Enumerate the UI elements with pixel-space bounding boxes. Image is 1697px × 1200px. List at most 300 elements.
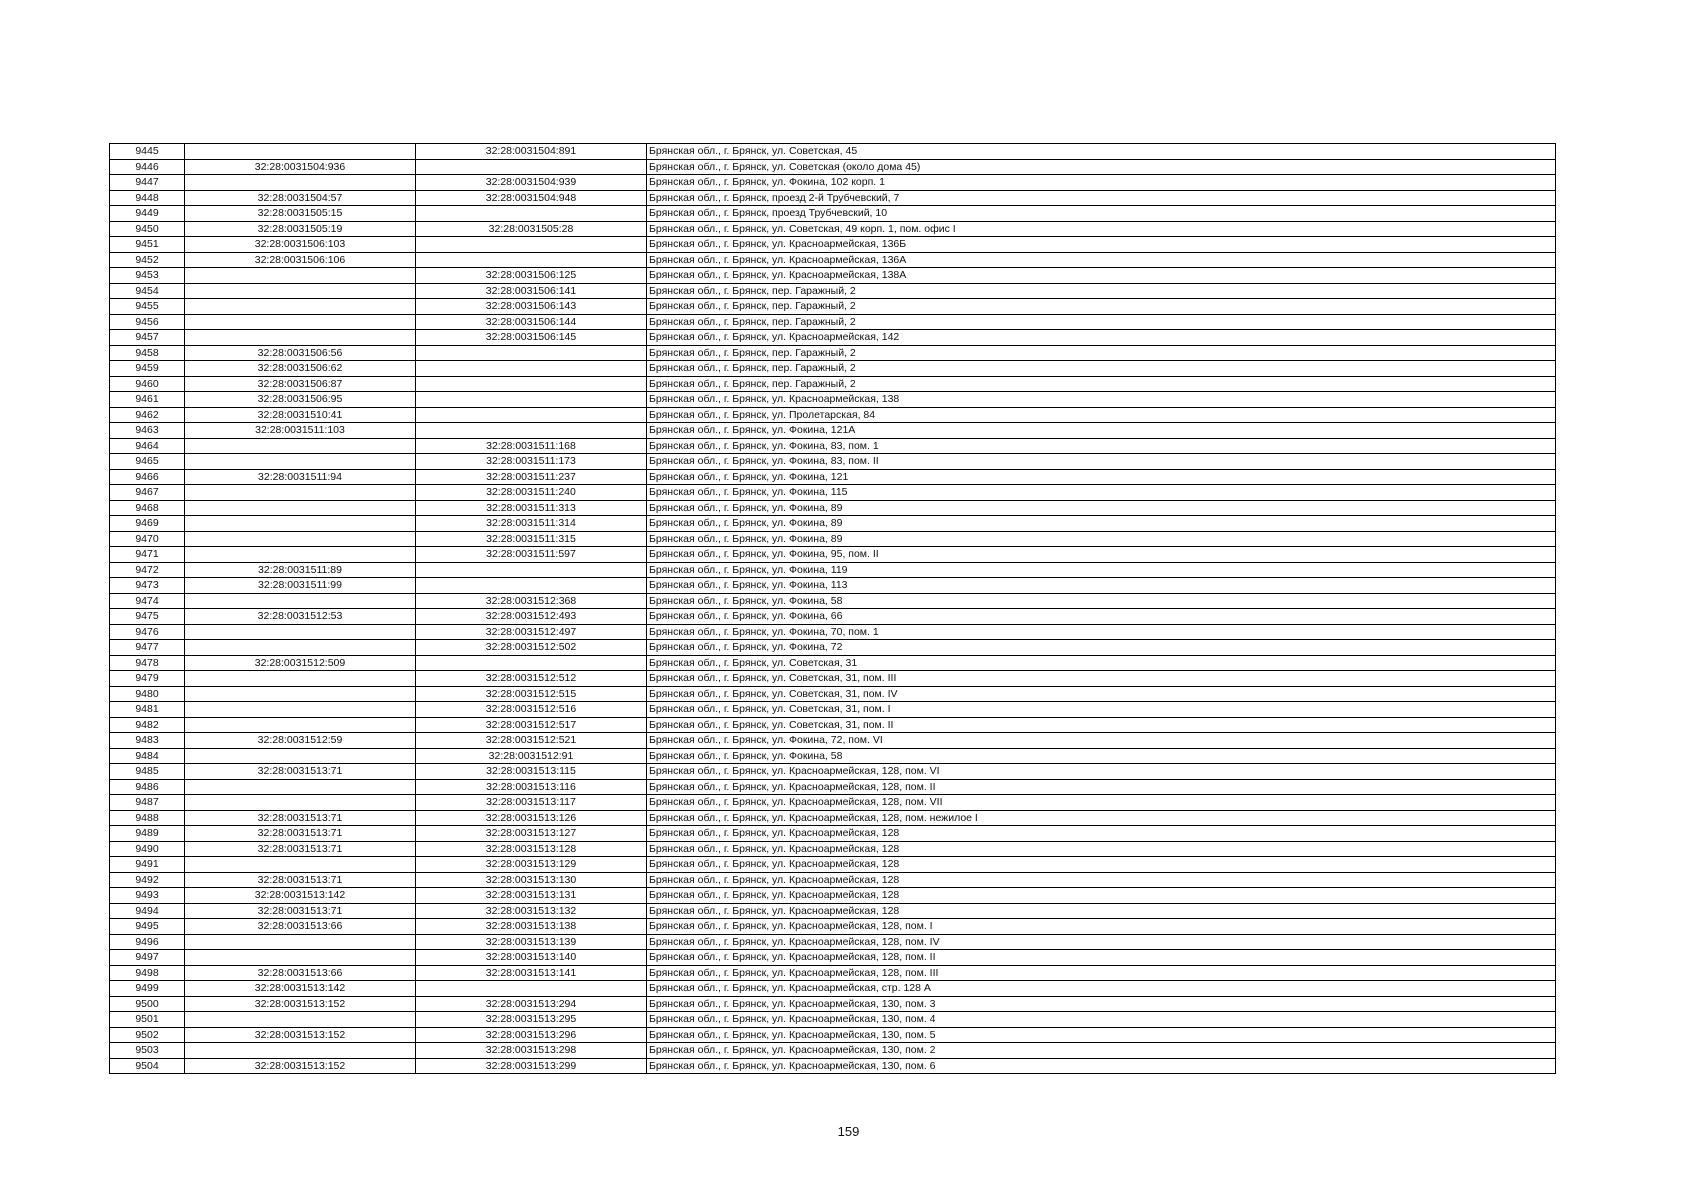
table-row — [110, 919, 1556, 935]
table-row — [110, 206, 1556, 222]
land-cadastral-number-cell: 32:28:0031506:95 — [185, 392, 416, 408]
row-number-cell: 9447 — [110, 175, 185, 191]
row-number-cell: 9497 — [110, 950, 185, 966]
row-number-cell: 9486 — [110, 779, 185, 795]
address-cell: Брянская обл., г. Брянск, ул. Советская, 31, пом. IV — [647, 686, 1556, 702]
address-cell: Брянская обл., г. Брянск, ул. Фокина, 121А — [647, 423, 1556, 439]
address-cell: Брянская обл., г. Брянск, ул. Красноармейская, 128 — [647, 841, 1556, 857]
address-cell: Брянская обл., г. Брянск, ул. Красноармейская, 128 — [647, 826, 1556, 842]
address-cell: Брянская обл., г. Брянск, ул. Фокина, 95, пом. II — [647, 547, 1556, 563]
row-number-cell: 9478 — [110, 655, 185, 671]
object-cadastral-number-cell — [416, 655, 647, 671]
table-row — [110, 1012, 1556, 1028]
row-number-cell: 9477 — [110, 640, 185, 656]
address-cell: Брянская обл., г. Брянск, ул. Красноармейская, 130, пом. 4 — [647, 1012, 1556, 1028]
table-row — [110, 175, 1556, 191]
land-cadastral-number-cell: 32:28:0031511:89 — [185, 562, 416, 578]
row-number-cell: 9495 — [110, 919, 185, 935]
address-cell: Брянская обл., г. Брянск, ул. Фокина, 72, пом. VI — [647, 733, 1556, 749]
object-cadastral-number-cell — [416, 206, 647, 222]
row-number-cell: 9462 — [110, 407, 185, 423]
land-cadastral-number-cell: 32:28:0031513:71 — [185, 872, 416, 888]
object-cadastral-number-cell: 32:28:0031512:91 — [416, 748, 647, 764]
land-cadastral-number-cell — [185, 454, 416, 470]
table-row — [110, 733, 1556, 749]
land-cadastral-number-cell — [185, 795, 416, 811]
address-cell: Брянская обл., г. Брянск, ул. Фокина, 70, пом. 1 — [647, 624, 1556, 640]
object-cadastral-number-cell — [416, 376, 647, 392]
object-cadastral-number-cell — [416, 981, 647, 997]
object-cadastral-number-cell: 32:28:0031512:497 — [416, 624, 647, 640]
land-cadastral-number-cell: 32:28:0031513:152 — [185, 1027, 416, 1043]
object-cadastral-number-cell: 32:28:0031511:314 — [416, 516, 647, 532]
table-body — [110, 144, 1556, 1074]
land-cadastral-number-cell — [185, 748, 416, 764]
address-cell: Брянская обл., г. Брянск, ул. Красноармейская, 128, пом. II — [647, 779, 1556, 795]
land-cadastral-number-cell: 32:28:0031506:103 — [185, 237, 416, 253]
land-cadastral-number-cell — [185, 857, 416, 873]
object-cadastral-number-cell — [416, 423, 647, 439]
address-cell: Брянская обл., г. Брянск, ул. Красноармейская, 128, пом. III — [647, 965, 1556, 981]
table-row — [110, 407, 1556, 423]
table-row — [110, 593, 1556, 609]
table-row — [110, 888, 1556, 904]
table-row — [110, 764, 1556, 780]
table-row — [110, 950, 1556, 966]
object-cadastral-number-cell: 32:28:0031512:502 — [416, 640, 647, 656]
address-cell: Брянская обл., г. Брянск, ул. Красноармейская, 128 — [647, 857, 1556, 873]
row-number-cell: 9449 — [110, 206, 185, 222]
land-cadastral-number-cell — [185, 485, 416, 501]
object-cadastral-number-cell — [416, 392, 647, 408]
row-number-cell: 9446 — [110, 159, 185, 175]
object-cadastral-number-cell: 32:28:0031511:237 — [416, 469, 647, 485]
row-number-cell: 9489 — [110, 826, 185, 842]
row-number-cell: 9475 — [110, 609, 185, 625]
table-row — [110, 609, 1556, 625]
address-cell: Брянская обл., г. Брянск, ул. Советская, 31, пом. I — [647, 702, 1556, 718]
row-number-cell: 9499 — [110, 981, 185, 997]
object-cadastral-number-cell: 32:28:0031512:517 — [416, 717, 647, 733]
table-row — [110, 981, 1556, 997]
object-cadastral-number-cell: 32:28:0031511:597 — [416, 547, 647, 563]
row-number-cell: 9491 — [110, 857, 185, 873]
row-number-cell: 9471 — [110, 547, 185, 563]
object-cadastral-number-cell: 32:28:0031513:139 — [416, 934, 647, 950]
object-cadastral-number-cell — [416, 159, 647, 175]
land-cadastral-number-cell: 32:28:0031506:62 — [185, 361, 416, 377]
table-row — [110, 779, 1556, 795]
object-cadastral-number-cell: 32:28:0031513:295 — [416, 1012, 647, 1028]
row-number-cell: 9480 — [110, 686, 185, 702]
object-cadastral-number-cell: 32:28:0031513:116 — [416, 779, 647, 795]
land-cadastral-number-cell: 32:28:0031513:66 — [185, 919, 416, 935]
address-cell: Брянская обл., г. Брянск, ул. Фокина, 83, пом. II — [647, 454, 1556, 470]
table-row — [110, 624, 1556, 640]
land-cadastral-number-cell — [185, 686, 416, 702]
table-row — [110, 268, 1556, 284]
land-cadastral-number-cell: 32:28:0031513:71 — [185, 903, 416, 919]
row-number-cell: 9470 — [110, 531, 185, 547]
land-cadastral-number-cell: 32:28:0031513:71 — [185, 841, 416, 857]
address-cell: Брянская обл., г. Брянск, ул. Красноармейская, 138 — [647, 392, 1556, 408]
address-cell: Брянская обл., г. Брянск, ул. Фокина, 89 — [647, 531, 1556, 547]
registry-table-container — [109, 143, 1556, 1074]
row-number-cell: 9493 — [110, 888, 185, 904]
address-cell: Брянская обл., г. Брянск, ул. Красноармейская, 130, пом. 3 — [647, 996, 1556, 1012]
object-cadastral-number-cell: 32:28:0031504:939 — [416, 175, 647, 191]
object-cadastral-number-cell: 32:28:0031513:115 — [416, 764, 647, 780]
object-cadastral-number-cell: 32:28:0031513:296 — [416, 1027, 647, 1043]
address-cell: Брянская обл., г. Брянск, ул. Красноармейская, 130, пом. 2 — [647, 1043, 1556, 1059]
object-cadastral-number-cell: 32:28:0031506:125 — [416, 268, 647, 284]
object-cadastral-number-cell: 32:28:0031513:132 — [416, 903, 647, 919]
table-row — [110, 330, 1556, 346]
address-cell: Брянская обл., г. Брянск, ул. Красноармейская, 128, пом. II — [647, 950, 1556, 966]
table-row — [110, 903, 1556, 919]
object-cadastral-number-cell: 32:28:0031511:313 — [416, 500, 647, 516]
address-cell: Брянская обл., г. Брянск, ул. Советская (около дома 45) — [647, 159, 1556, 175]
address-cell: Брянская обл., г. Брянск, ул. Фокина, 89 — [647, 516, 1556, 532]
table-row — [110, 795, 1556, 811]
row-number-cell: 9464 — [110, 438, 185, 454]
address-cell: Брянская обл., г. Брянск, пер. Гаражный, 2 — [647, 345, 1556, 361]
object-cadastral-number-cell: 32:28:0031513:128 — [416, 841, 647, 857]
address-cell: Брянская обл., г. Брянск, пер. Гаражный, 2 — [647, 314, 1556, 330]
address-cell: Брянская обл., г. Брянск, ул. Красноармейская, 130, пом. 5 — [647, 1027, 1556, 1043]
table-row — [110, 1058, 1556, 1074]
address-cell: Брянская обл., г. Брянск, ул. Красноармейская, 128, пом. I — [647, 919, 1556, 935]
row-number-cell: 9460 — [110, 376, 185, 392]
object-cadastral-number-cell — [416, 237, 647, 253]
row-number-cell: 9457 — [110, 330, 185, 346]
object-cadastral-number-cell: 32:28:0031511:173 — [416, 454, 647, 470]
address-cell: Брянская обл., г. Брянск, ул. Красноармейская, 136А — [647, 252, 1556, 268]
land-cadastral-number-cell — [185, 268, 416, 284]
address-cell: Брянская обл., г. Брянск, ул. Фокина, 72 — [647, 640, 1556, 656]
address-cell: Брянская обл., г. Брянск, ул. Красноармейская, 128 — [647, 888, 1556, 904]
object-cadastral-number-cell: 32:28:0031505:28 — [416, 221, 647, 237]
address-cell: Брянская обл., г. Брянск, пер. Гаражный, 2 — [647, 283, 1556, 299]
address-cell: Брянская обл., г. Брянск, пер. Гаражный, 2 — [647, 376, 1556, 392]
address-cell: Брянская обл., г. Брянск, ул. Красноармейская, 128, пом. VI — [647, 764, 1556, 780]
table-row — [110, 748, 1556, 764]
address-cell: Брянская обл., г. Брянск, ул. Фокина, 58 — [647, 748, 1556, 764]
table-row — [110, 1043, 1556, 1059]
row-number-cell: 9485 — [110, 764, 185, 780]
address-cell: Брянская обл., г. Брянск, ул. Пролетарская, 84 — [647, 407, 1556, 423]
object-cadastral-number-cell: 32:28:0031513:140 — [416, 950, 647, 966]
land-cadastral-number-cell: 32:28:0031513:71 — [185, 810, 416, 826]
registry-table — [109, 143, 1556, 1074]
land-cadastral-number-cell — [185, 779, 416, 795]
row-number-cell: 9501 — [110, 1012, 185, 1028]
address-cell: Брянская обл., г. Брянск, ул. Красноармейская, 142 — [647, 330, 1556, 346]
address-cell: Брянская обл., г. Брянск, пер. Гаражный, 2 — [647, 361, 1556, 377]
row-number-cell: 9467 — [110, 485, 185, 501]
row-number-cell: 9461 — [110, 392, 185, 408]
table-row — [110, 578, 1556, 594]
row-number-cell: 9465 — [110, 454, 185, 470]
table-row — [110, 423, 1556, 439]
land-cadastral-number-cell — [185, 500, 416, 516]
address-cell: Брянская обл., г. Брянск, ул. Фокина, 102 корп. 1 — [647, 175, 1556, 191]
address-cell: Брянская обл., г. Брянск, ул. Красноармейская, 128 — [647, 903, 1556, 919]
land-cadastral-number-cell: 32:28:0031513:152 — [185, 996, 416, 1012]
table-row — [110, 237, 1556, 253]
address-cell: Брянская обл., г. Брянск, ул. Красноармейская, 138А — [647, 268, 1556, 284]
address-cell: Брянская обл., г. Брянск, ул. Советская, 31, пом. II — [647, 717, 1556, 733]
table-row — [110, 144, 1556, 160]
land-cadastral-number-cell: 32:28:0031512:53 — [185, 609, 416, 625]
row-number-cell: 9479 — [110, 671, 185, 687]
address-cell: Брянская обл., г. Брянск, ул. Советская, 31, пом. III — [647, 671, 1556, 687]
land-cadastral-number-cell — [185, 1043, 416, 1059]
row-number-cell: 9468 — [110, 500, 185, 516]
table-row — [110, 826, 1556, 842]
table-row — [110, 1027, 1556, 1043]
row-number-cell: 9488 — [110, 810, 185, 826]
land-cadastral-number-cell: 32:28:0031504:936 — [185, 159, 416, 175]
address-cell: Брянская обл., г. Брянск, ул. Красноармейская, 130, пом. 6 — [647, 1058, 1556, 1074]
land-cadastral-number-cell — [185, 314, 416, 330]
address-cell: Брянская обл., г. Брянск, ул. Красноармейская, 128, пом. VII — [647, 795, 1556, 811]
table-row — [110, 857, 1556, 873]
row-number-cell: 9456 — [110, 314, 185, 330]
row-number-cell: 9484 — [110, 748, 185, 764]
object-cadastral-number-cell: 32:28:0031504:891 — [416, 144, 647, 160]
object-cadastral-number-cell: 32:28:0031513:298 — [416, 1043, 647, 1059]
object-cadastral-number-cell — [416, 407, 647, 423]
land-cadastral-number-cell — [185, 516, 416, 532]
object-cadastral-number-cell: 32:28:0031513:299 — [416, 1058, 647, 1074]
table-row — [110, 717, 1556, 733]
row-number-cell: 9500 — [110, 996, 185, 1012]
object-cadastral-number-cell: 32:28:0031511:168 — [416, 438, 647, 454]
row-number-cell: 9476 — [110, 624, 185, 640]
table-row — [110, 547, 1556, 563]
address-cell: Брянская обл., г. Брянск, ул. Советская, 45 — [647, 144, 1556, 160]
object-cadastral-number-cell: 32:28:0031511:240 — [416, 485, 647, 501]
address-cell: Брянская обл., г. Брянск, ул. Фокина, 121 — [647, 469, 1556, 485]
address-cell: Брянская обл., г. Брянск, ул. Фокина, 83, пом. 1 — [647, 438, 1556, 454]
land-cadastral-number-cell — [185, 438, 416, 454]
land-cadastral-number-cell: 32:28:0031505:15 — [185, 206, 416, 222]
land-cadastral-number-cell: 32:28:0031504:57 — [185, 190, 416, 206]
land-cadastral-number-cell: 32:28:0031512:509 — [185, 655, 416, 671]
table-row — [110, 299, 1556, 315]
land-cadastral-number-cell — [185, 283, 416, 299]
table-row — [110, 469, 1556, 485]
land-cadastral-number-cell: 32:28:0031506:106 — [185, 252, 416, 268]
row-number-cell: 9503 — [110, 1043, 185, 1059]
table-row — [110, 392, 1556, 408]
row-number-cell: 9469 — [110, 516, 185, 532]
land-cadastral-number-cell: 32:28:0031512:59 — [185, 733, 416, 749]
address-cell: Брянская обл., г. Брянск, ул. Фокина, 113 — [647, 578, 1556, 594]
land-cadastral-number-cell — [185, 702, 416, 718]
object-cadastral-number-cell: 32:28:0031506:143 — [416, 299, 647, 315]
object-cadastral-number-cell: 32:28:0031513:138 — [416, 919, 647, 935]
address-cell: Брянская обл., г. Брянск, ул. Фокина, 115 — [647, 485, 1556, 501]
object-cadastral-number-cell: 32:28:0031512:512 — [416, 671, 647, 687]
row-number-cell: 9445 — [110, 144, 185, 160]
land-cadastral-number-cell — [185, 624, 416, 640]
table-row — [110, 454, 1556, 470]
land-cadastral-number-cell: 32:28:0031513:71 — [185, 764, 416, 780]
table-row — [110, 221, 1556, 237]
table-row — [110, 702, 1556, 718]
table-row — [110, 671, 1556, 687]
table-row — [110, 361, 1556, 377]
land-cadastral-number-cell — [185, 175, 416, 191]
row-number-cell: 9490 — [110, 841, 185, 857]
land-cadastral-number-cell: 32:28:0031506:56 — [185, 345, 416, 361]
address-cell: Брянская обл., г. Брянск, ул. Красноармейская, 128, пом. IV — [647, 934, 1556, 950]
table-row — [110, 810, 1556, 826]
table-row — [110, 516, 1556, 532]
land-cadastral-number-cell — [185, 640, 416, 656]
table-row — [110, 159, 1556, 175]
object-cadastral-number-cell — [416, 562, 647, 578]
row-number-cell: 9494 — [110, 903, 185, 919]
row-number-cell: 9454 — [110, 283, 185, 299]
row-number-cell: 9482 — [110, 717, 185, 733]
land-cadastral-number-cell — [185, 547, 416, 563]
table-row — [110, 640, 1556, 656]
row-number-cell: 9492 — [110, 872, 185, 888]
object-cadastral-number-cell: 32:28:0031513:141 — [416, 965, 647, 981]
land-cadastral-number-cell — [185, 950, 416, 966]
object-cadastral-number-cell: 32:28:0031513:294 — [416, 996, 647, 1012]
row-number-cell: 9504 — [110, 1058, 185, 1074]
land-cadastral-number-cell — [185, 1012, 416, 1028]
land-cadastral-number-cell: 32:28:0031505:19 — [185, 221, 416, 237]
address-cell: Брянская обл., г. Брянск, ул. Фокина, 66 — [647, 609, 1556, 625]
address-cell: Брянская обл., г. Брянск, ул. Красноармейская, 128 — [647, 872, 1556, 888]
table-row — [110, 376, 1556, 392]
row-number-cell: 9498 — [110, 965, 185, 981]
object-cadastral-number-cell: 32:28:0031512:493 — [416, 609, 647, 625]
address-cell: Брянская обл., г. Брянск, ул. Советская, 31 — [647, 655, 1556, 671]
land-cadastral-number-cell: 32:28:0031513:142 — [185, 888, 416, 904]
address-cell: Брянская обл., г. Брянск, ул. Красноармейская, 136Б — [647, 237, 1556, 253]
row-number-cell: 9473 — [110, 578, 185, 594]
land-cadastral-number-cell: 32:28:0031511:94 — [185, 469, 416, 485]
land-cadastral-number-cell: 32:28:0031513:71 — [185, 826, 416, 842]
table-row — [110, 934, 1556, 950]
table-row — [110, 562, 1556, 578]
address-cell: Брянская обл., г. Брянск, ул. Советская, 49 корп. 1, пом. офис I — [647, 221, 1556, 237]
row-number-cell: 9455 — [110, 299, 185, 315]
object-cadastral-number-cell: 32:28:0031506:144 — [416, 314, 647, 330]
object-cadastral-number-cell: 32:28:0031512:521 — [416, 733, 647, 749]
object-cadastral-number-cell — [416, 345, 647, 361]
object-cadastral-number-cell — [416, 361, 647, 377]
object-cadastral-number-cell — [416, 578, 647, 594]
row-number-cell: 9451 — [110, 237, 185, 253]
land-cadastral-number-cell — [185, 531, 416, 547]
object-cadastral-number-cell: 32:28:0031506:141 — [416, 283, 647, 299]
object-cadastral-number-cell: 32:28:0031513:130 — [416, 872, 647, 888]
land-cadastral-number-cell — [185, 717, 416, 733]
row-number-cell: 9466 — [110, 469, 185, 485]
table-row — [110, 345, 1556, 361]
row-number-cell: 9483 — [110, 733, 185, 749]
row-number-cell: 9453 — [110, 268, 185, 284]
object-cadastral-number-cell — [416, 252, 647, 268]
address-cell: Брянская обл., г. Брянск, проезд Трубчевский, 10 — [647, 206, 1556, 222]
object-cadastral-number-cell: 32:28:0031506:145 — [416, 330, 647, 346]
object-cadastral-number-cell: 32:28:0031512:368 — [416, 593, 647, 609]
table-row — [110, 655, 1556, 671]
table-row — [110, 314, 1556, 330]
table-row — [110, 283, 1556, 299]
object-cadastral-number-cell: 32:28:0031513:117 — [416, 795, 647, 811]
object-cadastral-number-cell: 32:28:0031511:315 — [416, 531, 647, 547]
row-number-cell: 9474 — [110, 593, 185, 609]
table-row — [110, 438, 1556, 454]
land-cadastral-number-cell — [185, 934, 416, 950]
address-cell: Брянская обл., г. Брянск, пер. Гаражный, 2 — [647, 299, 1556, 315]
page-number: 159 — [837, 1124, 860, 1139]
row-number-cell: 9448 — [110, 190, 185, 206]
row-number-cell: 9463 — [110, 423, 185, 439]
table-row — [110, 500, 1556, 516]
row-number-cell: 9458 — [110, 345, 185, 361]
table-row — [110, 872, 1556, 888]
table-row — [110, 686, 1556, 702]
land-cadastral-number-cell: 32:28:0031513:66 — [185, 965, 416, 981]
table-row — [110, 841, 1556, 857]
table-row — [110, 190, 1556, 206]
object-cadastral-number-cell: 32:28:0031513:126 — [416, 810, 647, 826]
row-number-cell: 9452 — [110, 252, 185, 268]
table-row — [110, 485, 1556, 501]
land-cadastral-number-cell: 32:28:0031511:99 — [185, 578, 416, 594]
object-cadastral-number-cell: 32:28:0031504:948 — [416, 190, 647, 206]
address-cell: Брянская обл., г. Брянск, ул. Красноармейская, стр. 128 А — [647, 981, 1556, 997]
land-cadastral-number-cell — [185, 299, 416, 315]
object-cadastral-number-cell: 32:28:0031512:515 — [416, 686, 647, 702]
address-cell: Брянская обл., г. Брянск, ул. Фокина, 119 — [647, 562, 1556, 578]
address-cell: Брянская обл., г. Брянск, ул. Фокина, 89 — [647, 500, 1556, 516]
row-number-cell: 9487 — [110, 795, 185, 811]
row-number-cell: 9472 — [110, 562, 185, 578]
row-number-cell: 9481 — [110, 702, 185, 718]
land-cadastral-number-cell — [185, 593, 416, 609]
land-cadastral-number-cell: 32:28:0031506:87 — [185, 376, 416, 392]
land-cadastral-number-cell: 32:28:0031513:152 — [185, 1058, 416, 1074]
row-number-cell: 9450 — [110, 221, 185, 237]
table-row — [110, 252, 1556, 268]
table-row — [110, 531, 1556, 547]
object-cadastral-number-cell: 32:28:0031513:129 — [416, 857, 647, 873]
object-cadastral-number-cell: 32:28:0031512:516 — [416, 702, 647, 718]
row-number-cell: 9502 — [110, 1027, 185, 1043]
land-cadastral-number-cell: 32:28:0031510:41 — [185, 407, 416, 423]
row-number-cell: 9496 — [110, 934, 185, 950]
object-cadastral-number-cell: 32:28:0031513:131 — [416, 888, 647, 904]
address-cell: Брянская обл., г. Брянск, ул. Красноармейская, 128, пом. нежилое I — [647, 810, 1556, 826]
object-cadastral-number-cell: 32:28:0031513:127 — [416, 826, 647, 842]
table-row — [110, 965, 1556, 981]
address-cell: Брянская обл., г. Брянск, проезд 2-й Трубчевский, 7 — [647, 190, 1556, 206]
row-number-cell: 9459 — [110, 361, 185, 377]
land-cadastral-number-cell: 32:28:0031513:142 — [185, 981, 416, 997]
land-cadastral-number-cell: 32:28:0031511:103 — [185, 423, 416, 439]
land-cadastral-number-cell — [185, 671, 416, 687]
